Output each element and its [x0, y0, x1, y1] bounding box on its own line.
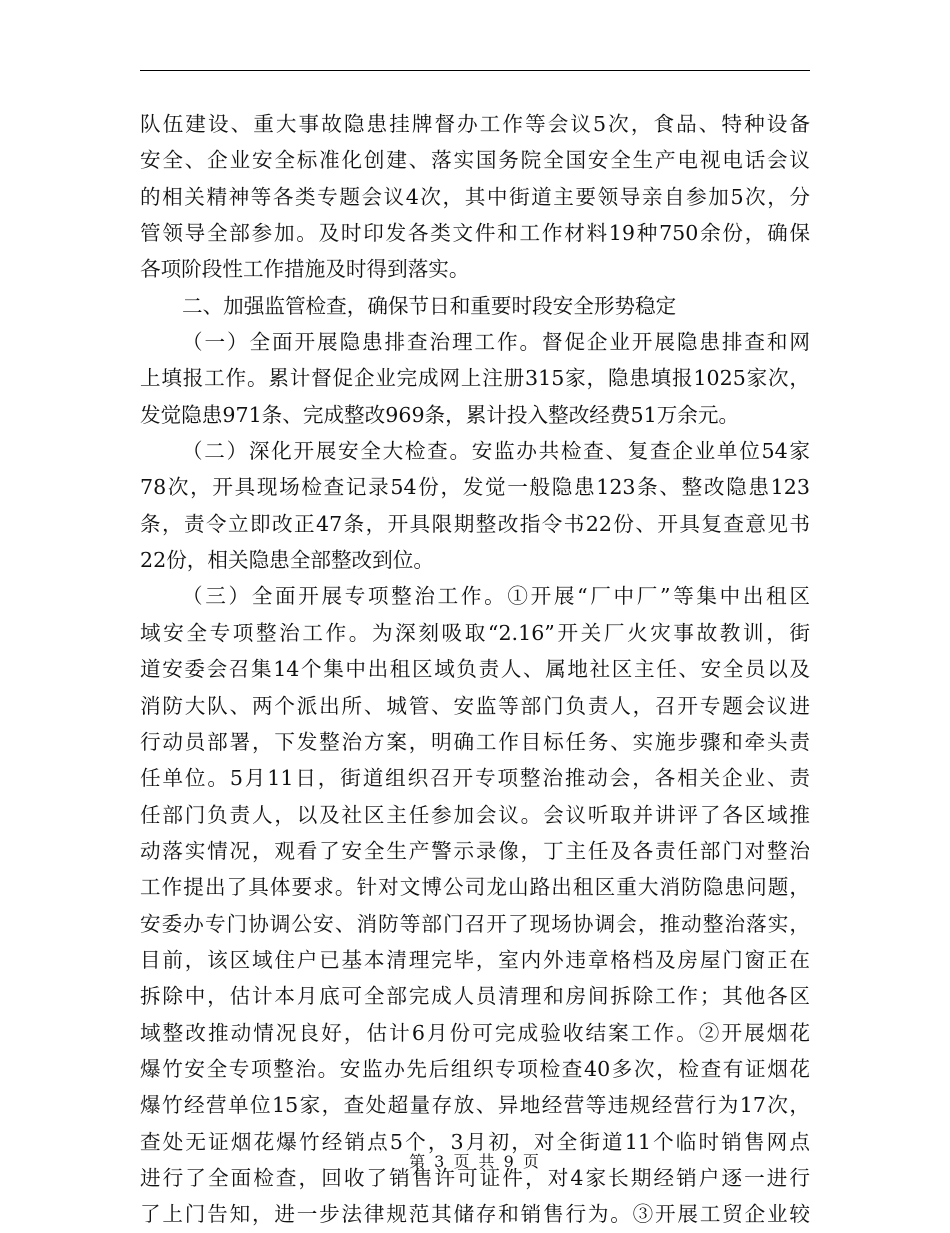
text-line: 管领导全部参加。及时印发各类文件和工作材料19种750余份，确保 — [140, 221, 810, 246]
text-line: 目前，该区域住户已基本清理完毕，室内外违章格档及房屋门窗正在 — [140, 947, 810, 972]
text-line: （三）全面开展专项整治工作。①开展“厂中厂”等集中出租区 — [182, 584, 810, 609]
text-line: 进行了全面检查，回收了销售许可证件，对4家长期经销户逐一进行 — [140, 1165, 810, 1190]
text-line: 安全、企业安全标准化创建、落实国务院全国安全生产电视电话会议 — [140, 148, 810, 173]
text-line: （一）全面开展隐患排查治理工作。督促企业开展隐患排查和网 — [182, 330, 810, 355]
text-line: （二）深化开展安全大检查。安监办共检查、复查企业单位54家 — [182, 439, 810, 464]
text-line: 行动员部署，下发整治方案，明确工作目标任务、实施步骤和牵头责 — [140, 729, 810, 754]
text-line: 消防大队、两个派出所、城管、安监等部门负责人，召开专题会议进 — [140, 693, 810, 718]
text-line: 工作提出了具体要求。针对文博公司龙山路出租区重大消防隐患问题， — [140, 875, 810, 900]
text-line: 查处无证烟花爆竹经销点5个，3月初，对全街道11个临时销售网点 — [140, 1129, 810, 1154]
text-line: 发觉隐患971条、完成整改969条，累计投入整改经费51万余元。 — [140, 402, 740, 427]
text-line: 各项阶段性工作措施及时得到落实。 — [140, 257, 470, 282]
text-line: 任单位。5月11日，街道组织召开专项整治推动会，各相关企业、责 — [140, 766, 810, 791]
text-line: 队伍建设、重大事故隐患挂牌督办工作等会议5次，食品、特种设备 — [140, 112, 810, 136]
text-line: 22份，相关隐患全部整改到位。 — [140, 548, 434, 573]
text-line: 上填报工作。累计督促企业完成网上注册315家，隐患填报1025家次， — [140, 366, 810, 391]
text-line: 道安委会召集14个集中出租区域负责人、属地社区主任、安全员以及 — [140, 657, 810, 682]
header-rule — [140, 70, 810, 71]
text-line: 爆竹经营单位15家，查处超量存放、异地经营等违规经营行为17次， — [140, 1093, 810, 1118]
text-line: 了上门告知，进一步法律规范其储存和销售行为。③开展工贸企业较 — [140, 1202, 810, 1227]
body-text — [140, 106, 810, 1233]
text-line: 拆除中，估计本月底可全部完成人员清理和房间拆除工作；其他各区 — [140, 984, 810, 1009]
text-line: 爆竹安全专项整治。安监办先后组织专项检查40多次，检查有证烟花 — [140, 1056, 810, 1081]
text-line: 任部门负责人，以及社区主任参加会议。会议听取并讲评了各区域推 — [140, 802, 810, 827]
text-line: 二、加强监管检查，确保节日和重要时段安全形势稳定 — [182, 293, 677, 318]
text-line: 域整改推动情况良好，估计6月份可完成验收结案工作。②开展烟花 — [140, 1020, 810, 1045]
text-line: 安委办专门协调公安、消防等部门召开了现场协调会，推动整治落实， — [140, 911, 810, 936]
text-line: 78次，开具现场检查记录54份，发觉一般隐患123条、整改隐患123 — [140, 475, 810, 500]
text-line: 动落实情况，观看了安全生产警示录像，丁主任及各责任部门对整治 — [140, 838, 810, 863]
text-line: 条，责令立即改正47条，开具限期整改指令书22份、开具复查意见书 — [140, 511, 810, 536]
page-footer: 第 3 页 共 9 页 — [409, 1152, 541, 1171]
text-line: 的相关精神等各类专题会议4次，其中街道主要领导亲自参加5次，分 — [140, 184, 810, 209]
text-line: 域安全专项整治工作。为深刻吸取“2.16”开关厂火灾事故教训，街 — [140, 620, 810, 645]
